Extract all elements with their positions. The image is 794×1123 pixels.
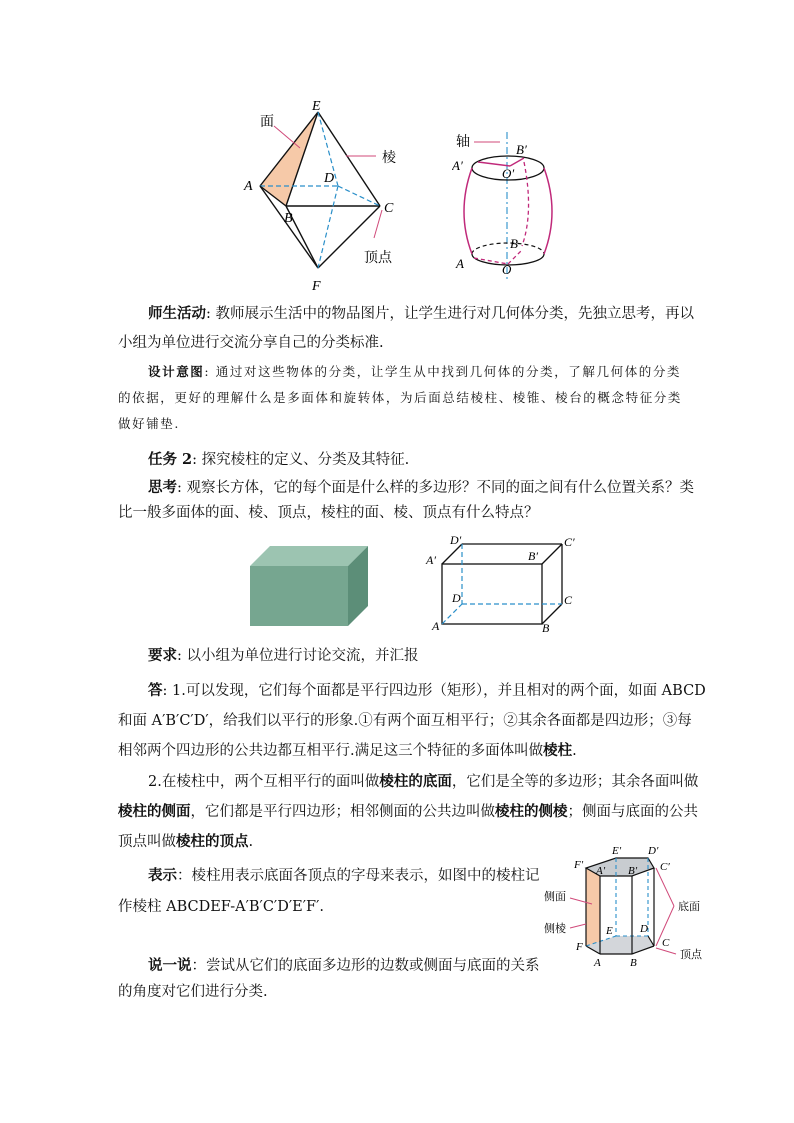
label-B: B — [542, 621, 550, 634]
answer-line-3: 相邻两个四边形的公共边都互相平行.满足这三个特征的多面体叫做棱柱. — [118, 742, 577, 759]
highlighted-side-face — [586, 868, 600, 954]
label-C: C — [564, 593, 573, 607]
label-A: A — [594, 957, 601, 969]
label-A-prime: A′ — [596, 865, 606, 877]
definition-line-2: 棱柱的侧面，它们都是平行四边形；相邻侧面的公共边叫做棱柱的侧棱；侧面与底面的公共 — [118, 803, 698, 820]
label-A: A — [244, 179, 253, 194]
label-B-prime: B′ — [516, 142, 527, 157]
requirement-line: 要求: 以小组为单位进行讨论交流，并汇报 — [148, 647, 419, 664]
design-intent-line-1: 设计意图: 通过对这些物体的分类，让学生从中找到几何体的分类，了解几何体的分类 — [148, 364, 682, 379]
label-E: E — [312, 100, 321, 114]
say-line-2: 的角度对它们进行分类. — [118, 984, 268, 1000]
label-B: B — [510, 236, 518, 251]
task-2-heading: 任务 2: 探究棱柱的定义、分类及其特征. — [148, 451, 410, 468]
label-A-prime: A′ — [452, 158, 463, 173]
label-A-prime: A′ — [426, 553, 436, 567]
label-D-prime: D′ — [648, 845, 659, 857]
think-question-line-1: 思考: 观察长方体，它的每个面是什么样的多边形？不同的面之间有什么位置关系？类 — [148, 479, 694, 496]
vertex-label: 顶点 — [680, 949, 702, 961]
face-label: 面 — [260, 115, 274, 130]
think-question-line-2: 比一般多面体的面、棱、顶点，棱柱的面、棱、顶点有什么特点？ — [118, 505, 539, 521]
label-F: F — [312, 279, 321, 294]
label-D: D — [640, 923, 648, 935]
cuboid-front-face — [250, 566, 348, 626]
label-F: F — [576, 941, 583, 953]
barrel-solid-figure — [452, 128, 562, 280]
label-B-prime: B′ — [528, 549, 538, 563]
label-E: E — [606, 925, 613, 937]
notation-line-2: 作棱柱 ABCDEF-A′B′C′D′E′F′. — [118, 899, 324, 915]
design-intent-line-3: 做好铺垫. — [118, 416, 180, 431]
notation-line-1: 表示：棱柱用表示底面各顶点的字母来表示，如图中的棱柱记 — [148, 867, 540, 884]
label-C-prime: C′ — [660, 861, 670, 873]
label-A: A — [456, 256, 464, 271]
label-F-prime: F′ — [574, 859, 584, 871]
label-B-prime: B′ — [628, 865, 638, 877]
vertex-label: 顶点 — [364, 251, 392, 266]
polyhedron-figure — [236, 100, 416, 296]
label-O-prime: O′ — [502, 166, 515, 181]
cuboid-top-face — [250, 546, 368, 566]
answer-line-2: 和面 A′B′C′D′，给我们以平行的形象.①有两个面互相平行；②其余各面都是四边形；③每 — [118, 713, 692, 729]
teacher-activity-line-2: 小组为单位进行交流分享自己的分类标准. — [118, 335, 384, 351]
label-A: A — [432, 619, 440, 633]
axis-label: 轴 — [456, 135, 470, 150]
label-B: B — [630, 957, 637, 969]
green-cuboid-figure — [248, 544, 372, 628]
side-face-label: 侧面 — [544, 891, 566, 903]
hexagonal-prism-figure — [544, 842, 714, 970]
teacher-activity-line-1: 师生活动: 教师展示生活中的物品图片，让学生进行对几何体分类，先独立思考，再以 — [148, 305, 694, 322]
base-label: 底面 — [678, 901, 700, 913]
edge-label: 棱 — [382, 151, 396, 166]
cuboid-wireframe-figure — [424, 534, 584, 634]
label-C: C — [662, 937, 670, 949]
label-C: C — [384, 201, 394, 216]
label-B: B — [284, 211, 293, 226]
definition-line-1: 2.在棱柱中，两个互相平行的面叫做棱柱的底面，它们是全等的多边形；其余各面叫做 — [148, 773, 699, 790]
answer-line-1: 答: 1.可以发现，它们每个面都是平行四边形（矩形），并且相对的两个面，如面 ABCD — [148, 682, 706, 699]
label-E-prime: E′ — [612, 845, 622, 857]
label-O: O — [502, 262, 512, 277]
definition-line-3: 顶点叫做棱柱的顶点. — [118, 833, 254, 850]
label-D: D — [452, 591, 461, 605]
side-edge-label: 侧棱 — [544, 923, 566, 935]
label-D: D — [324, 171, 335, 186]
design-intent-line-2: 的依据，更好的理解什么是多面体和旋转体，为后面总结棱柱、棱锥、棱台的概念特征分类 — [118, 390, 683, 405]
label-D-prime: D′ — [450, 534, 462, 547]
say-line-1: 说一说：尝试从它们的底面多边形的边数或侧面与底面的关系 — [148, 957, 540, 974]
label-C-prime: C′ — [564, 535, 575, 549]
